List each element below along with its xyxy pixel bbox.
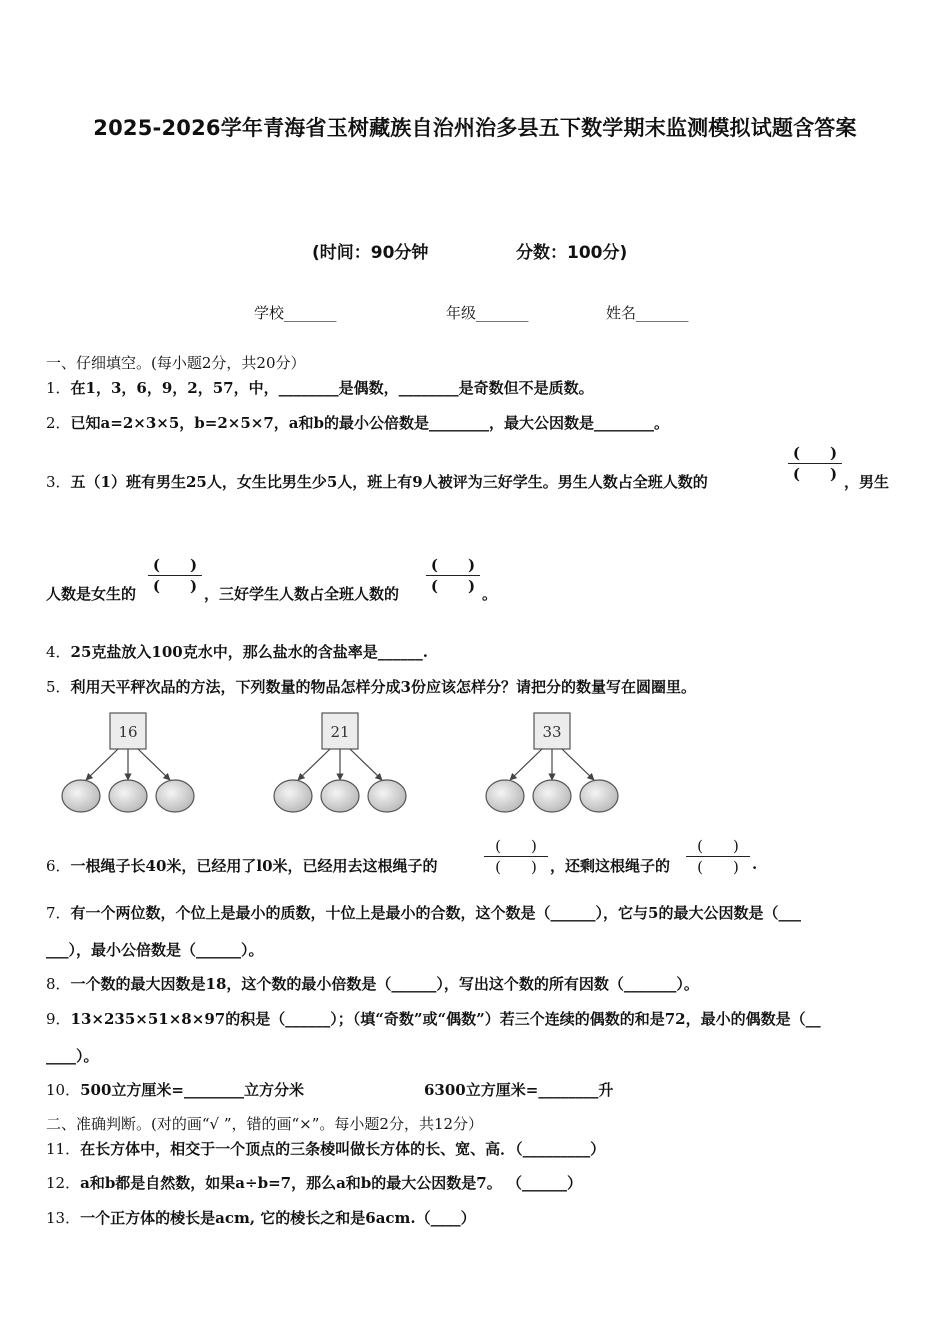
answer-circle[interactable] bbox=[109, 780, 147, 812]
page-title: 2025-2026学年青海省玉树藏族自治州治多县五下数学期末监测模拟试题含答案 bbox=[93, 116, 857, 140]
grade-field[interactable]: 年级_______ bbox=[446, 304, 529, 322]
answer-circle[interactable] bbox=[580, 780, 618, 812]
school-field[interactable]: 学校_______ bbox=[254, 304, 337, 322]
fraction-blank[interactable]: ( ) ( ) bbox=[426, 555, 480, 596]
question-12 bbox=[46, 1172, 582, 1193]
question-8 bbox=[46, 973, 699, 994]
question-text: a和b都是自然数，如果a÷b=7，那么a和b的最大公因数是7。 （______） bbox=[80, 1174, 582, 1192]
question-1 bbox=[46, 377, 594, 398]
question-number: 7． bbox=[46, 904, 71, 922]
question-number: 3． bbox=[46, 473, 71, 491]
question-text: 一个数的最大因数是18，这个数的最小倍数是（______），写出这个数的所有因数（_______）。 bbox=[70, 975, 699, 993]
question-text: ，三好学生人数占全班人数的 bbox=[204, 585, 400, 603]
question-text: 500立方厘米=________立方分米 bbox=[80, 1081, 304, 1099]
diagram-16 bbox=[62, 713, 194, 812]
question-text: ，男生 bbox=[844, 473, 890, 491]
question-text: ，还剩这根绳子的 bbox=[550, 857, 671, 875]
question-text: 利用天平秤次品的方法，下列数量的物品怎样分成3份应该怎样分？请把分的数量写在圆圈里。 bbox=[70, 678, 696, 696]
question-9-line-2: ____）。 bbox=[46, 1047, 99, 1065]
question-number: 1． bbox=[46, 379, 71, 397]
question-number: 13． bbox=[46, 1209, 81, 1227]
question-10 bbox=[46, 1079, 304, 1100]
question-text: 在长方体中，相交于一个顶点的三条棱叫做长方体的长、宽、高．（_________） bbox=[80, 1140, 606, 1158]
question-number: 11． bbox=[46, 1140, 81, 1158]
question-text: 五（1）班有男生25人，女生比男生少5人，班上有9人被评为三好学生。男生人数占全班人数的 bbox=[70, 473, 708, 491]
answer-circle[interactable] bbox=[486, 780, 524, 812]
answer-circle[interactable] bbox=[274, 780, 312, 812]
question-number: 4． bbox=[46, 643, 71, 661]
fraction-blank[interactable]: ( ) ( ) bbox=[788, 443, 842, 484]
question-6 bbox=[46, 855, 438, 876]
question-text: 一根绳子长40米，已经用了l0米，已经用去这根绳子的 bbox=[70, 857, 438, 875]
diagram-21 bbox=[274, 713, 406, 812]
question-7-line-1 bbox=[46, 902, 801, 923]
question-number: 5． bbox=[46, 678, 71, 696]
number-box-label: 16 bbox=[118, 723, 138, 741]
question-number: 10． bbox=[46, 1081, 81, 1099]
answer-circle[interactable] bbox=[368, 780, 406, 812]
name-field[interactable]: 姓名_______ bbox=[606, 304, 689, 322]
section-1-heading: 一、仔细填空。(每小题2分，共20分） bbox=[46, 354, 306, 372]
question-4 bbox=[46, 641, 428, 662]
split-diagrams bbox=[0, 700, 950, 825]
question-number: 12． bbox=[46, 1174, 81, 1192]
question-text: 一个正方体的棱长是acm, 它的棱长之和是6acm.（____） bbox=[80, 1209, 476, 1227]
question-text: 人数是女生的 bbox=[46, 585, 137, 603]
question-7-line-2: ___），最小公倍数是（______）。 bbox=[46, 941, 264, 959]
question-3-line-1 bbox=[46, 471, 708, 492]
fraction-blank[interactable]: ( ) ( ) bbox=[148, 555, 202, 596]
answer-circle[interactable] bbox=[62, 780, 100, 812]
exam-time: (时间：90分钟 bbox=[312, 243, 429, 263]
question-text: 已知a=2×3×5，b=2×5×7，a和b的最小公倍数是________，最大公因数是________。 bbox=[70, 414, 669, 432]
question-text: 13×235×51×8×97的积是（______）；（填“奇数”或“偶数”）若三个连续的偶数的和是72，最小的偶数是（__ bbox=[70, 1010, 821, 1028]
number-box-label: 33 bbox=[542, 723, 562, 741]
fraction-blank[interactable]: ( ) ( ) bbox=[484, 836, 548, 877]
answer-circle[interactable] bbox=[533, 780, 571, 812]
question-number: 8． bbox=[46, 975, 71, 993]
question-10-part-2: 6300立方厘米=________升 bbox=[424, 1081, 614, 1099]
question-text: 在1，3，6，9，2，57，中，________是偶数，________是奇数但不是质数。 bbox=[70, 379, 594, 397]
question-13 bbox=[46, 1207, 476, 1228]
question-text: . bbox=[752, 855, 758, 873]
question-5 bbox=[46, 676, 696, 697]
question-11 bbox=[46, 1138, 605, 1159]
number-box-label: 21 bbox=[330, 723, 350, 741]
question-text: 。 bbox=[482, 585, 498, 603]
answer-circle[interactable] bbox=[321, 780, 359, 812]
answer-circle[interactable] bbox=[156, 780, 194, 812]
question-number: 6． bbox=[46, 857, 71, 875]
diagram-33 bbox=[486, 713, 618, 812]
exam-score: 分数：100分) bbox=[516, 243, 628, 263]
section-2-heading: 二、准确判断。(对的画“√ ”，错的画“×”。每小题2分，共12分） bbox=[46, 1115, 484, 1133]
question-9-line-1 bbox=[46, 1008, 821, 1029]
question-number: 2． bbox=[46, 414, 71, 432]
fraction-blank[interactable]: ( ) ( ) bbox=[686, 836, 750, 877]
question-text: 有一个两位数，个位上是最小的质数，十位上是最小的合数，这个数是（______），它与5的最大公因数是（___ bbox=[70, 904, 801, 922]
question-2 bbox=[46, 412, 669, 433]
question-number: 9． bbox=[46, 1010, 71, 1028]
question-text: 25克盐放入100克水中，那么盐水的含盐率是______. bbox=[70, 643, 428, 661]
